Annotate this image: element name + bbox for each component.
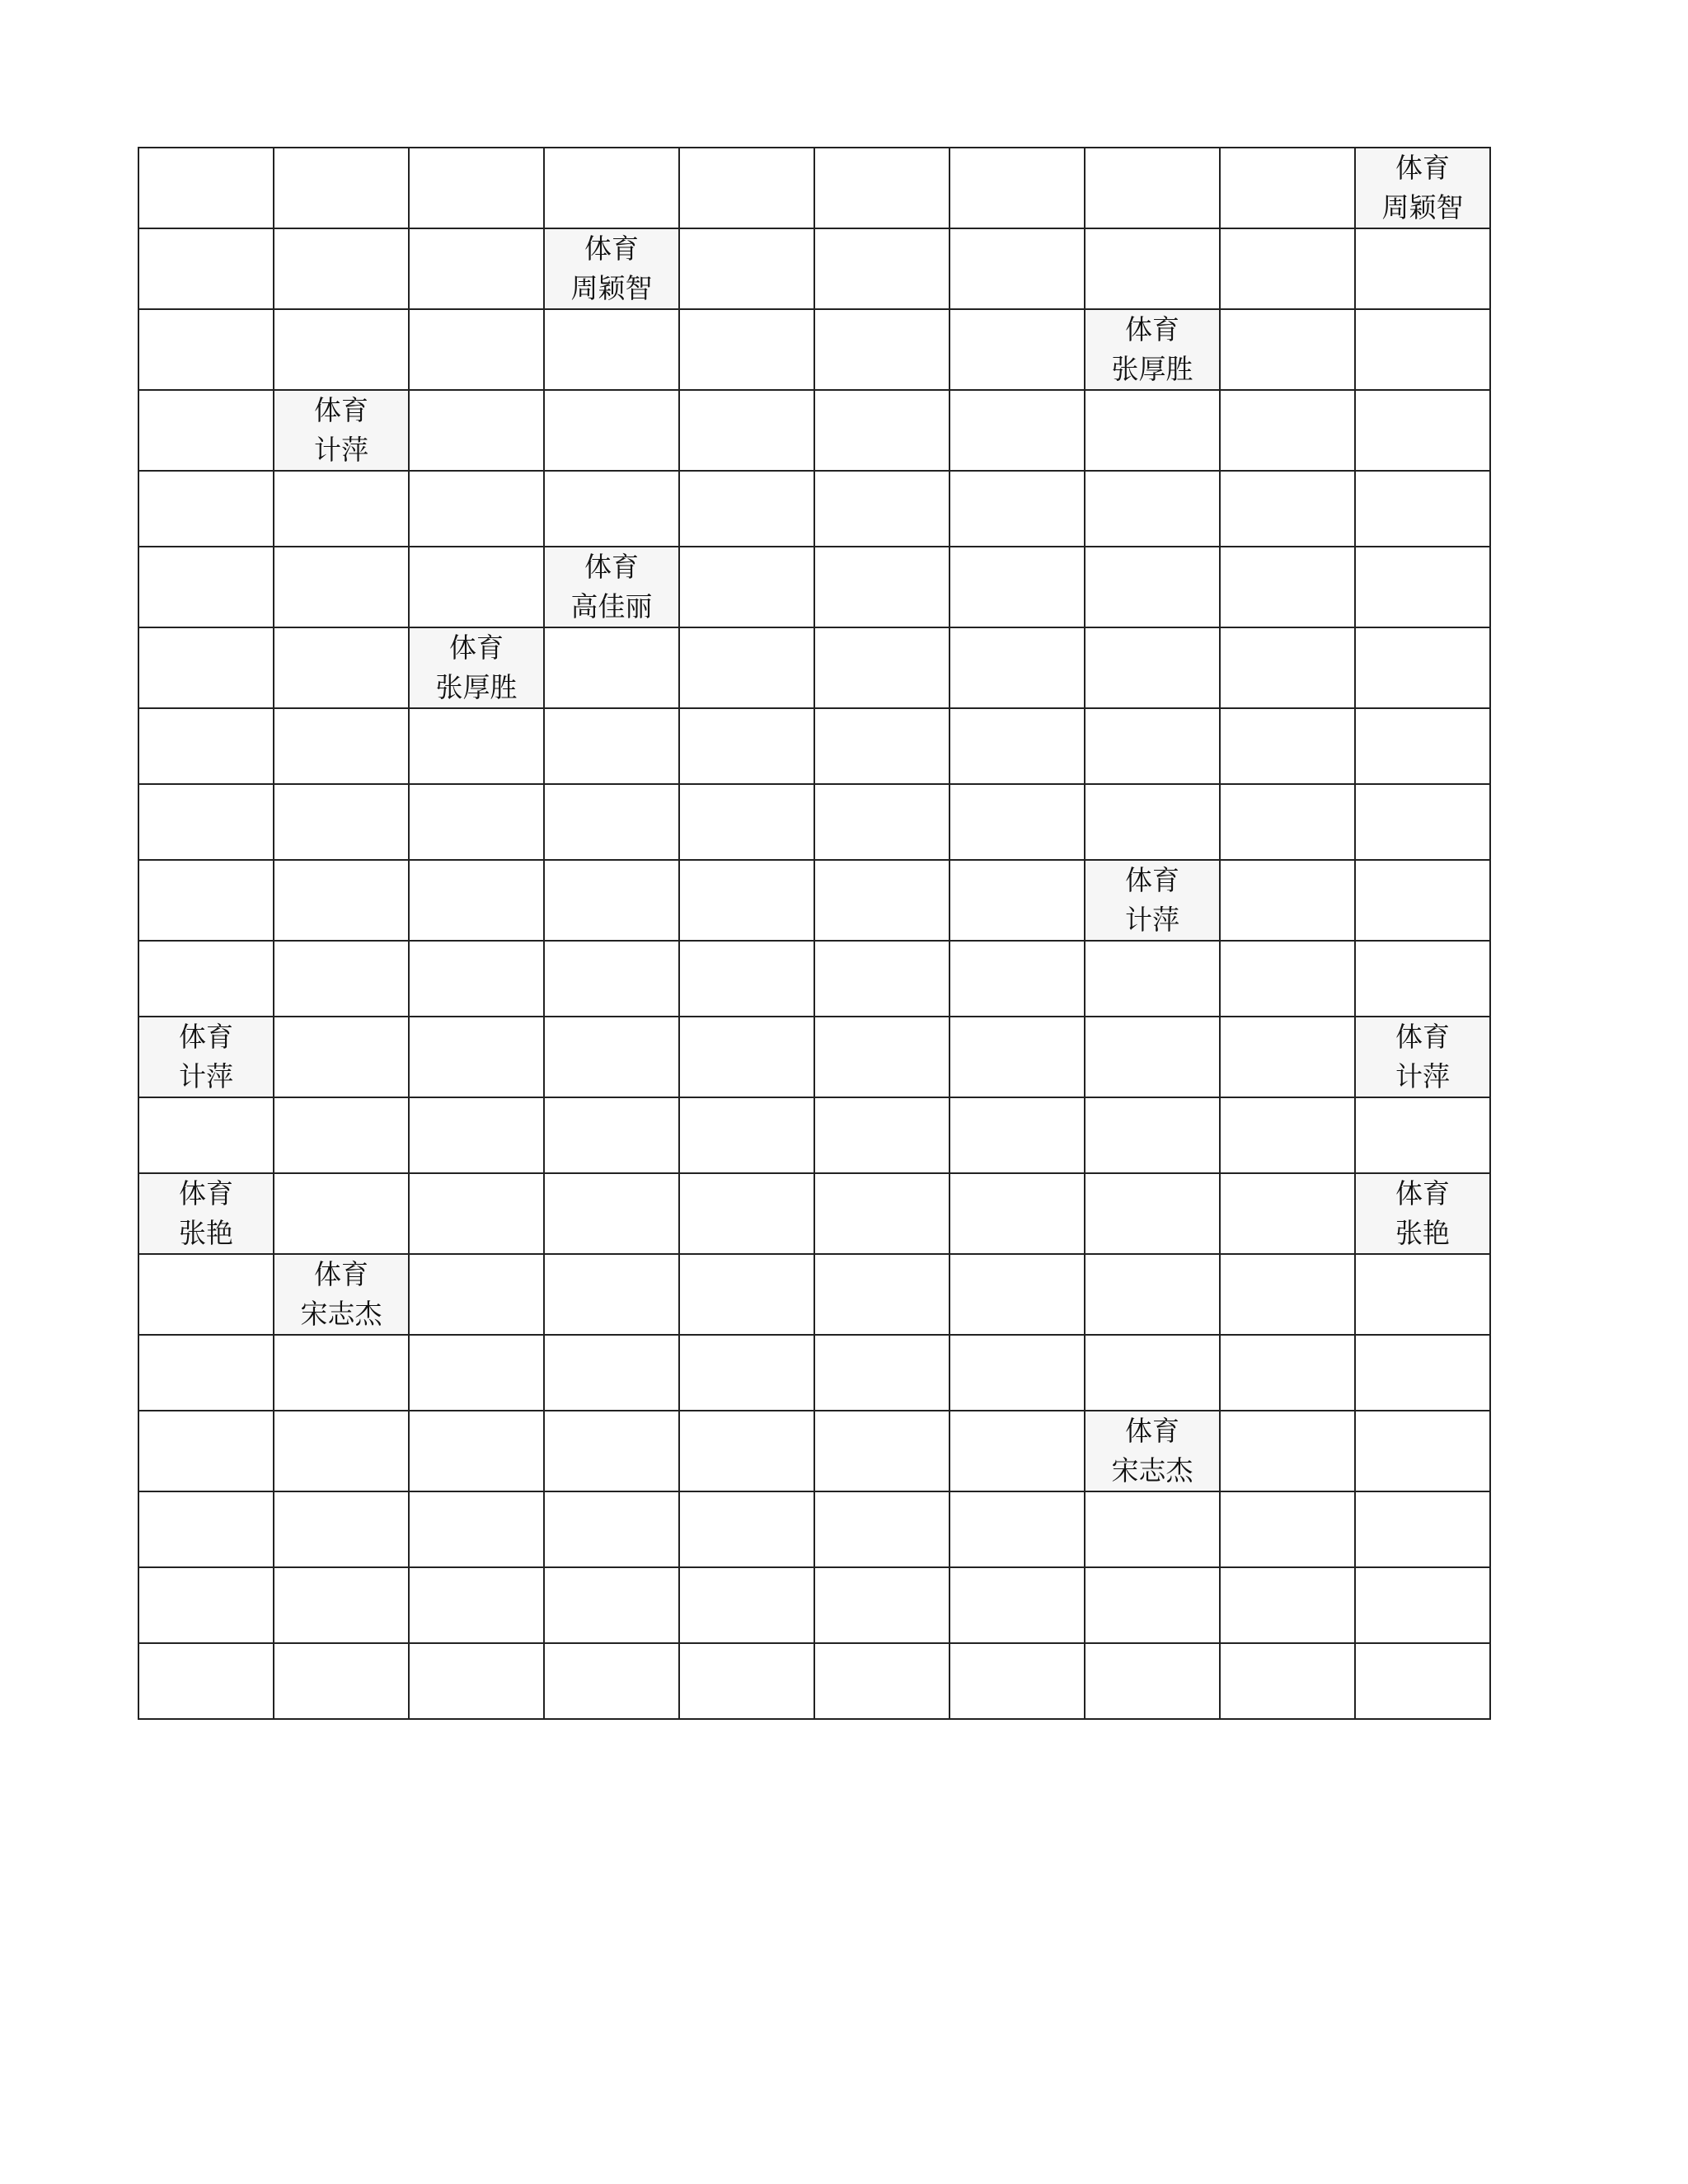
empty-cell xyxy=(814,1411,950,1491)
empty-cell xyxy=(814,627,950,708)
table-row xyxy=(138,1173,1490,1254)
empty-cell xyxy=(950,471,1085,547)
empty-cell xyxy=(814,784,950,860)
empty-cell xyxy=(950,1254,1085,1335)
table-row xyxy=(138,1017,1490,1097)
class-cell xyxy=(1355,1173,1490,1254)
empty-cell xyxy=(138,309,274,390)
empty-cell xyxy=(1220,1017,1355,1097)
empty-cell xyxy=(1355,309,1490,390)
empty-cell xyxy=(544,148,679,228)
class-cell xyxy=(1355,148,1490,228)
empty-cell xyxy=(274,547,409,627)
empty-cell xyxy=(1355,1254,1490,1335)
subject-label: 体育 xyxy=(314,394,368,426)
subject-label: 体育 xyxy=(179,1177,233,1209)
empty-cell xyxy=(1355,547,1490,627)
empty-cell xyxy=(950,1335,1085,1411)
empty-cell xyxy=(814,1567,950,1643)
empty-cell xyxy=(1220,1567,1355,1643)
empty-cell xyxy=(814,1173,950,1254)
empty-cell xyxy=(950,228,1085,309)
empty-cell xyxy=(544,1097,679,1173)
empty-cell xyxy=(1085,1254,1220,1335)
empty-cell xyxy=(1085,547,1220,627)
empty-cell xyxy=(1355,390,1490,471)
empty-cell xyxy=(544,708,679,784)
empty-cell xyxy=(274,627,409,708)
empty-cell xyxy=(544,1491,679,1567)
empty-cell xyxy=(950,1411,1085,1491)
empty-cell xyxy=(544,309,679,390)
empty-cell xyxy=(138,148,274,228)
empty-cell xyxy=(274,309,409,390)
empty-cell xyxy=(950,860,1085,941)
teacher-name: 计萍 xyxy=(1395,1060,1450,1092)
empty-cell xyxy=(950,1567,1085,1643)
table-row xyxy=(138,627,1490,708)
empty-cell xyxy=(814,1491,950,1567)
empty-cell xyxy=(1220,309,1355,390)
empty-cell xyxy=(274,708,409,784)
subject-label: 体育 xyxy=(1125,1415,1179,1447)
empty-cell xyxy=(814,1335,950,1411)
empty-cell xyxy=(679,1097,814,1173)
empty-cell xyxy=(1355,627,1490,708)
empty-cell xyxy=(138,228,274,309)
table-row xyxy=(138,1254,1490,1335)
empty-cell xyxy=(1220,941,1355,1017)
empty-cell xyxy=(409,309,544,390)
empty-cell xyxy=(544,1567,679,1643)
teacher-name: 计萍 xyxy=(179,1060,233,1092)
teacher-name: 宋志杰 xyxy=(1111,1454,1193,1487)
empty-cell xyxy=(544,471,679,547)
empty-cell xyxy=(679,1173,814,1254)
table-row xyxy=(138,1411,1490,1491)
empty-cell xyxy=(1220,1643,1355,1719)
empty-cell xyxy=(544,390,679,471)
empty-cell xyxy=(409,547,544,627)
class-cell xyxy=(274,390,409,471)
empty-cell xyxy=(1220,860,1355,941)
empty-cell xyxy=(814,1254,950,1335)
empty-cell xyxy=(138,941,274,1017)
empty-cell xyxy=(1355,1335,1490,1411)
empty-cell xyxy=(1220,1097,1355,1173)
empty-cell xyxy=(1355,1643,1490,1719)
empty-cell xyxy=(950,148,1085,228)
empty-cell xyxy=(1220,1491,1355,1567)
class-cell xyxy=(1085,1411,1220,1491)
subject-label: 体育 xyxy=(449,632,504,664)
empty-cell xyxy=(950,1491,1085,1567)
empty-cell xyxy=(409,228,544,309)
empty-cell xyxy=(679,1567,814,1643)
table-row xyxy=(138,784,1490,860)
empty-cell xyxy=(138,784,274,860)
table-row xyxy=(138,1491,1490,1567)
empty-cell xyxy=(1085,1335,1220,1411)
class-cell xyxy=(138,1017,274,1097)
subject-label: 体育 xyxy=(584,551,639,583)
empty-cell xyxy=(409,390,544,471)
empty-cell xyxy=(138,1567,274,1643)
empty-cell xyxy=(679,390,814,471)
class-cell xyxy=(138,1173,274,1254)
empty-cell xyxy=(409,1254,544,1335)
empty-cell xyxy=(138,860,274,941)
empty-cell xyxy=(1085,941,1220,1017)
empty-cell xyxy=(814,547,950,627)
schedule-table xyxy=(138,147,1491,1720)
empty-cell xyxy=(544,784,679,860)
empty-cell xyxy=(544,627,679,708)
empty-cell xyxy=(679,941,814,1017)
table-row xyxy=(138,1335,1490,1411)
empty-cell xyxy=(1220,1335,1355,1411)
table-row xyxy=(138,708,1490,784)
empty-cell xyxy=(274,1097,409,1173)
empty-cell xyxy=(679,547,814,627)
empty-cell xyxy=(1085,1643,1220,1719)
subject-label: 体育 xyxy=(1395,152,1450,184)
empty-cell xyxy=(1085,784,1220,860)
empty-cell xyxy=(274,1017,409,1097)
empty-cell xyxy=(679,1017,814,1097)
empty-cell xyxy=(814,860,950,941)
subject-label: 体育 xyxy=(314,1258,368,1290)
empty-cell xyxy=(409,1335,544,1411)
table-row xyxy=(138,228,1490,309)
empty-cell xyxy=(950,941,1085,1017)
empty-cell xyxy=(274,228,409,309)
empty-cell xyxy=(274,860,409,941)
empty-cell xyxy=(950,784,1085,860)
empty-cell xyxy=(544,1017,679,1097)
empty-cell xyxy=(409,148,544,228)
empty-cell xyxy=(1355,1567,1490,1643)
teacher-name: 周颖智 xyxy=(1381,191,1464,223)
empty-cell xyxy=(1220,1254,1355,1335)
table-row xyxy=(138,390,1490,471)
empty-cell xyxy=(1085,471,1220,547)
empty-cell xyxy=(1355,471,1490,547)
empty-cell xyxy=(274,148,409,228)
empty-cell xyxy=(544,1254,679,1335)
empty-cell xyxy=(274,941,409,1017)
empty-cell xyxy=(679,1411,814,1491)
empty-cell xyxy=(679,228,814,309)
table-row xyxy=(138,471,1490,547)
empty-cell xyxy=(950,1643,1085,1719)
empty-cell xyxy=(1220,1411,1355,1491)
empty-cell xyxy=(1085,1173,1220,1254)
empty-cell xyxy=(409,471,544,547)
empty-cell xyxy=(138,1411,274,1491)
empty-cell xyxy=(1355,1411,1490,1491)
empty-cell xyxy=(138,1643,274,1719)
empty-cell xyxy=(679,784,814,860)
table-row xyxy=(138,1643,1490,1719)
empty-cell xyxy=(1220,547,1355,627)
subject-label: 体育 xyxy=(1395,1021,1450,1053)
empty-cell xyxy=(544,1643,679,1719)
empty-cell xyxy=(1085,627,1220,708)
empty-cell xyxy=(274,784,409,860)
empty-cell xyxy=(1355,708,1490,784)
empty-cell xyxy=(1220,228,1355,309)
table-row xyxy=(138,309,1490,390)
empty-cell xyxy=(409,1567,544,1643)
teacher-name: 周颖智 xyxy=(570,272,653,304)
empty-cell xyxy=(1085,1491,1220,1567)
empty-cell xyxy=(1085,148,1220,228)
empty-cell xyxy=(950,1173,1085,1254)
empty-cell xyxy=(950,627,1085,708)
empty-cell xyxy=(679,860,814,941)
teacher-name: 计萍 xyxy=(314,434,368,466)
empty-cell xyxy=(679,1491,814,1567)
empty-cell xyxy=(814,1017,950,1097)
empty-cell xyxy=(138,1335,274,1411)
subject-label: 体育 xyxy=(179,1021,233,1053)
empty-cell xyxy=(679,627,814,708)
empty-cell xyxy=(1355,1097,1490,1173)
table-row xyxy=(138,547,1490,627)
class-cell xyxy=(274,1254,409,1335)
empty-cell xyxy=(409,1173,544,1254)
empty-cell xyxy=(274,1411,409,1491)
empty-cell xyxy=(274,1173,409,1254)
teacher-name: 张艳 xyxy=(1395,1217,1450,1249)
empty-cell xyxy=(274,1335,409,1411)
empty-cell xyxy=(409,1643,544,1719)
class-cell xyxy=(544,228,679,309)
empty-cell xyxy=(138,1254,274,1335)
empty-cell xyxy=(814,708,950,784)
empty-cell xyxy=(1085,390,1220,471)
empty-cell xyxy=(409,860,544,941)
empty-cell xyxy=(544,860,679,941)
empty-cell xyxy=(1220,390,1355,471)
empty-cell xyxy=(138,390,274,471)
table-row xyxy=(138,941,1490,1017)
subject-label: 体育 xyxy=(1125,313,1179,345)
teacher-name: 张艳 xyxy=(179,1217,233,1249)
empty-cell xyxy=(409,1097,544,1173)
table-row xyxy=(138,860,1490,941)
empty-cell xyxy=(1220,708,1355,784)
table-row xyxy=(138,1567,1490,1643)
empty-cell xyxy=(814,148,950,228)
empty-cell xyxy=(1220,471,1355,547)
subject-label: 体育 xyxy=(1125,864,1179,896)
empty-cell xyxy=(950,1017,1085,1097)
empty-cell xyxy=(1355,1491,1490,1567)
teacher-name: 高佳丽 xyxy=(570,590,653,622)
empty-cell xyxy=(679,148,814,228)
empty-cell xyxy=(274,1491,409,1567)
empty-cell xyxy=(679,1254,814,1335)
empty-cell xyxy=(1085,708,1220,784)
class-cell xyxy=(1085,309,1220,390)
empty-cell xyxy=(274,471,409,547)
subject-label: 体育 xyxy=(1395,1177,1450,1209)
empty-cell xyxy=(950,708,1085,784)
subject-label: 体育 xyxy=(584,232,639,265)
class-cell xyxy=(1085,860,1220,941)
empty-cell xyxy=(138,471,274,547)
empty-cell xyxy=(950,309,1085,390)
teacher-name: 张厚胜 xyxy=(435,671,518,703)
empty-cell xyxy=(409,941,544,1017)
table-row xyxy=(138,148,1490,228)
empty-cell xyxy=(409,1411,544,1491)
empty-cell xyxy=(1355,228,1490,309)
teacher-name: 张厚胜 xyxy=(1111,353,1193,385)
empty-cell xyxy=(814,228,950,309)
empty-cell xyxy=(679,1643,814,1719)
empty-cell xyxy=(138,547,274,627)
empty-cell xyxy=(1220,784,1355,860)
empty-cell xyxy=(1220,627,1355,708)
empty-cell xyxy=(544,1173,679,1254)
empty-cell xyxy=(814,1097,950,1173)
empty-cell xyxy=(1355,860,1490,941)
class-cell xyxy=(544,547,679,627)
empty-cell xyxy=(544,941,679,1017)
empty-cell xyxy=(138,1491,274,1567)
empty-cell xyxy=(274,1567,409,1643)
empty-cell xyxy=(409,1017,544,1097)
class-cell xyxy=(1355,1017,1490,1097)
empty-cell xyxy=(1085,228,1220,309)
empty-cell xyxy=(138,708,274,784)
teacher-name: 宋志杰 xyxy=(300,1298,382,1330)
empty-cell xyxy=(1220,148,1355,228)
empty-cell xyxy=(274,1643,409,1719)
empty-cell xyxy=(1220,1173,1355,1254)
empty-cell xyxy=(950,547,1085,627)
table-row xyxy=(138,1097,1490,1173)
empty-cell xyxy=(409,708,544,784)
empty-cell xyxy=(1085,1097,1220,1173)
empty-cell xyxy=(814,471,950,547)
empty-cell xyxy=(138,1097,274,1173)
empty-cell xyxy=(1355,784,1490,860)
class-cell xyxy=(409,627,544,708)
empty-cell xyxy=(1355,941,1490,1017)
empty-cell xyxy=(679,309,814,390)
empty-cell xyxy=(409,1491,544,1567)
empty-cell xyxy=(814,941,950,1017)
schedule-table-body xyxy=(138,148,1490,1719)
empty-cell xyxy=(138,627,274,708)
empty-cell xyxy=(950,1097,1085,1173)
empty-cell xyxy=(679,1335,814,1411)
empty-cell xyxy=(544,1411,679,1491)
empty-cell xyxy=(409,784,544,860)
empty-cell xyxy=(1085,1017,1220,1097)
empty-cell xyxy=(679,471,814,547)
empty-cell xyxy=(814,309,950,390)
teacher-name: 计萍 xyxy=(1125,904,1179,936)
empty-cell xyxy=(814,1643,950,1719)
empty-cell xyxy=(1085,1567,1220,1643)
empty-cell xyxy=(544,1335,679,1411)
empty-cell xyxy=(950,390,1085,471)
empty-cell xyxy=(814,390,950,471)
empty-cell xyxy=(679,708,814,784)
